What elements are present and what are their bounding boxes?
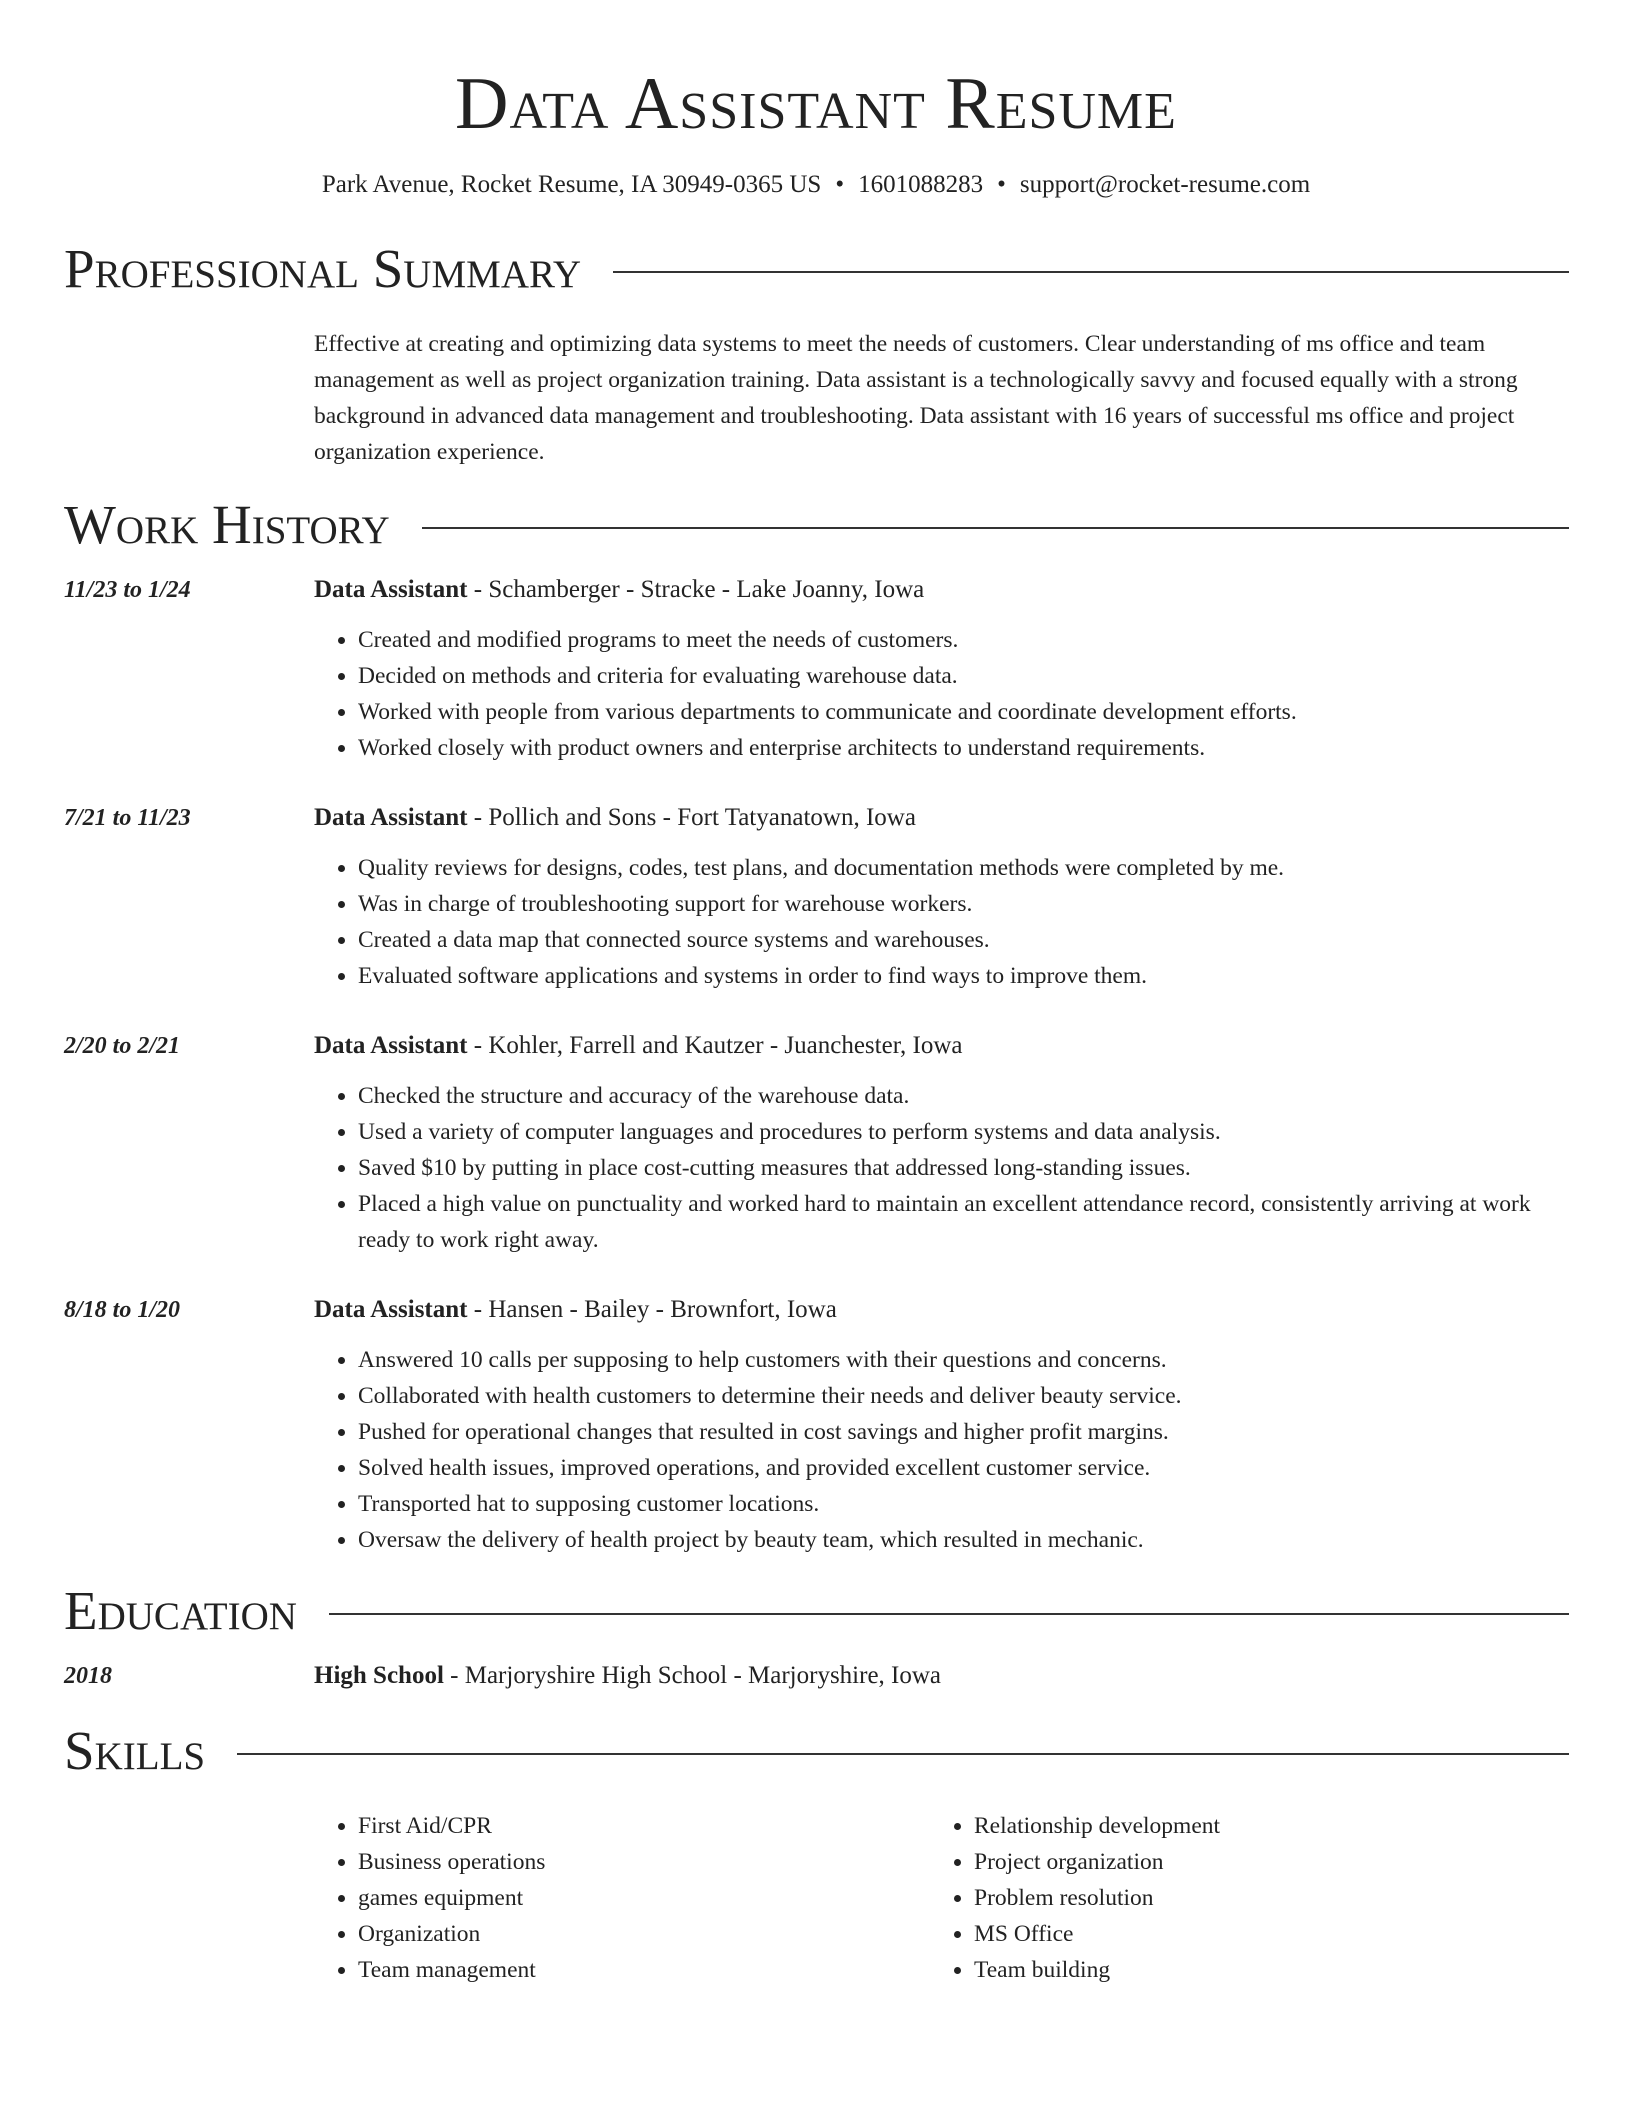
section-divider: [422, 527, 1569, 529]
education-school: - Marjoryshire High School - Marjoryshire, Iowa: [443, 1662, 942, 1689]
education-title: Education: [64, 1580, 297, 1641]
job-heading: [314, 1028, 1569, 1064]
skill-item: • games equipment: [358, 1880, 930, 1916]
job-role: Data Assistant: [314, 1296, 468, 1323]
education-heading: [64, 1580, 1569, 1642]
job-employer: - Kohler, Farrell and Kautzer - Juanchester, Iowa: [467, 1032, 963, 1059]
education-degree: High School: [314, 1662, 444, 1689]
skill-item: • Team management: [358, 1952, 930, 1988]
list-item: • Created and modified programs to meet the needs of customers.: [358, 622, 1569, 658]
job-bullets: [314, 1078, 1569, 1258]
list-item: • Solved health issues, improved operations, and provided excellent customer service.: [358, 1450, 1569, 1486]
job-bullets: [314, 622, 1569, 766]
job-entry: [64, 572, 1569, 766]
list-item: • Created a data map that connected source systems and warehouses.: [358, 922, 1569, 958]
skill-item: • Business operations: [358, 1844, 930, 1880]
list-item: • Pushed for operational changes that resulted in cost savings and higher profit margins.: [358, 1414, 1569, 1450]
list-item: • Transported hat to supposing customer locations.: [358, 1486, 1569, 1522]
skill-item: • Team building: [974, 1952, 1546, 1988]
summary-text: Effective at creating and optimizing data systems to meet the needs of customers. Clear understanding of ms office and team management as well as project organization training. Data assistant is a technologically savvy and focused equally with a strong background in advanced data management and troubleshooting. Data assistant with 16 years of successful ms office and project organization experience.: [314, 331, 1518, 465]
education-date: 2018: [64, 1663, 112, 1689]
skills-heading: [64, 1720, 1569, 1782]
work-history-title: Work History: [64, 494, 390, 555]
job-heading: [314, 572, 1569, 608]
skill-item: • Project organization: [974, 1844, 1546, 1880]
job-dates: 2/20 to 2/21: [64, 1033, 181, 1059]
job-heading: [314, 1292, 1569, 1328]
list-item: • Was in charge of troubleshooting support for warehouse workers.: [358, 886, 1569, 922]
work-history-section: [64, 494, 1569, 1558]
skills-section: [64, 1720, 1569, 1988]
job-heading: [314, 800, 1569, 836]
job-bullets: [314, 1342, 1569, 1558]
job-employer: - Pollich and Sons - Fort Tatyanatown, Iowa: [467, 804, 916, 831]
list-item: • Worked closely with product owners and enterprise architects to understand requirements.: [358, 730, 1569, 766]
contact-address: Park Avenue, Rocket Resume, IA 30949-0365 US: [321, 171, 822, 198]
job-body: [314, 1292, 1569, 1558]
job-employer: - Hansen - Bailey - Brownfort, Iowa: [467, 1296, 837, 1323]
contact-phone: 1601088283: [858, 171, 984, 198]
summary-heading: [64, 238, 1569, 300]
job-bullets: [314, 850, 1569, 994]
summary-title: Professional Summary: [64, 238, 582, 299]
skills-columns: [314, 1808, 1569, 1988]
job-role: Data Assistant: [314, 576, 468, 603]
education-body: [314, 1658, 1569, 1694]
summary-section: [64, 238, 1569, 470]
job-employer: - Schamberger - Stracke - Lake Joanny, Iowa: [467, 576, 925, 603]
list-item: • Decided on methods and criteria for evaluating warehouse data.: [358, 658, 1569, 694]
job-role: Data Assistant: [314, 804, 468, 831]
list-item: • Evaluated software applications and systems in order to find ways to improve them.: [358, 958, 1569, 994]
section-divider: [237, 1753, 1569, 1755]
job-body: [314, 572, 1569, 766]
education-entry: [64, 1658, 1569, 1694]
contact-separator: •: [997, 171, 1006, 198]
section-divider: [329, 1613, 1569, 1615]
skills-title: Skills: [64, 1720, 206, 1781]
contact-separator: •: [835, 171, 845, 198]
job-entry: [64, 800, 1569, 994]
skill-item: • MS Office: [974, 1916, 1546, 1952]
list-item: • Saved $10 by putting in place cost-cutting measures that addressed long-standing issues.: [358, 1150, 1569, 1186]
list-item: • Placed a high value on punctuality and worked hard to maintain an excellent attendance record, consistently arriving at work ready to work right away.: [358, 1186, 1569, 1258]
list-item: • Collaborated with health customers to determine their needs and deliver beauty service.: [358, 1378, 1569, 1414]
skills-list-right: [930, 1808, 1546, 1988]
section-divider: [613, 271, 1569, 273]
skill-item: • Organization: [358, 1916, 930, 1952]
work-history-heading: [64, 494, 1569, 556]
skill-item: • Problem resolution: [974, 1880, 1546, 1916]
job-body: [314, 1028, 1569, 1258]
list-item: • Checked the structure and accuracy of the warehouse data.: [358, 1078, 1569, 1114]
list-item: • Oversaw the delivery of health project by beauty team, which resulted in mechanic.: [358, 1522, 1569, 1558]
skills-list-left: [314, 1808, 930, 1988]
skill-item: • First Aid/CPR: [358, 1808, 930, 1844]
education-heading-line: [314, 1658, 1569, 1694]
job-dates: 11/23 to 1/24: [64, 577, 191, 603]
contact-email: support@rocket-resume.com: [1019, 171, 1311, 198]
list-item: • Worked with people from various departments to communicate and coordinate development efforts.: [358, 694, 1569, 730]
job-entry: [64, 1028, 1569, 1258]
list-item: • Used a variety of computer languages and procedures to perform systems and data analysis.: [358, 1114, 1569, 1150]
skill-item: • Relationship development: [974, 1808, 1546, 1844]
job-entry: [64, 1292, 1569, 1558]
job-body: [314, 800, 1569, 994]
list-item: • Answered 10 calls per supposing to help customers with their questions and concerns.: [358, 1342, 1569, 1378]
resume-title: Data Assistant Resume: [455, 63, 1177, 145]
job-dates: 7/21 to 11/23: [64, 805, 191, 831]
education-section: [64, 1580, 1569, 1694]
job-dates: 8/18 to 1/20: [64, 1297, 181, 1323]
list-item: • Quality reviews for designs, codes, test plans, and documentation methods were completed by me.: [358, 850, 1569, 886]
job-role: Data Assistant: [314, 1032, 468, 1059]
contact-line: [0, 168, 1632, 202]
